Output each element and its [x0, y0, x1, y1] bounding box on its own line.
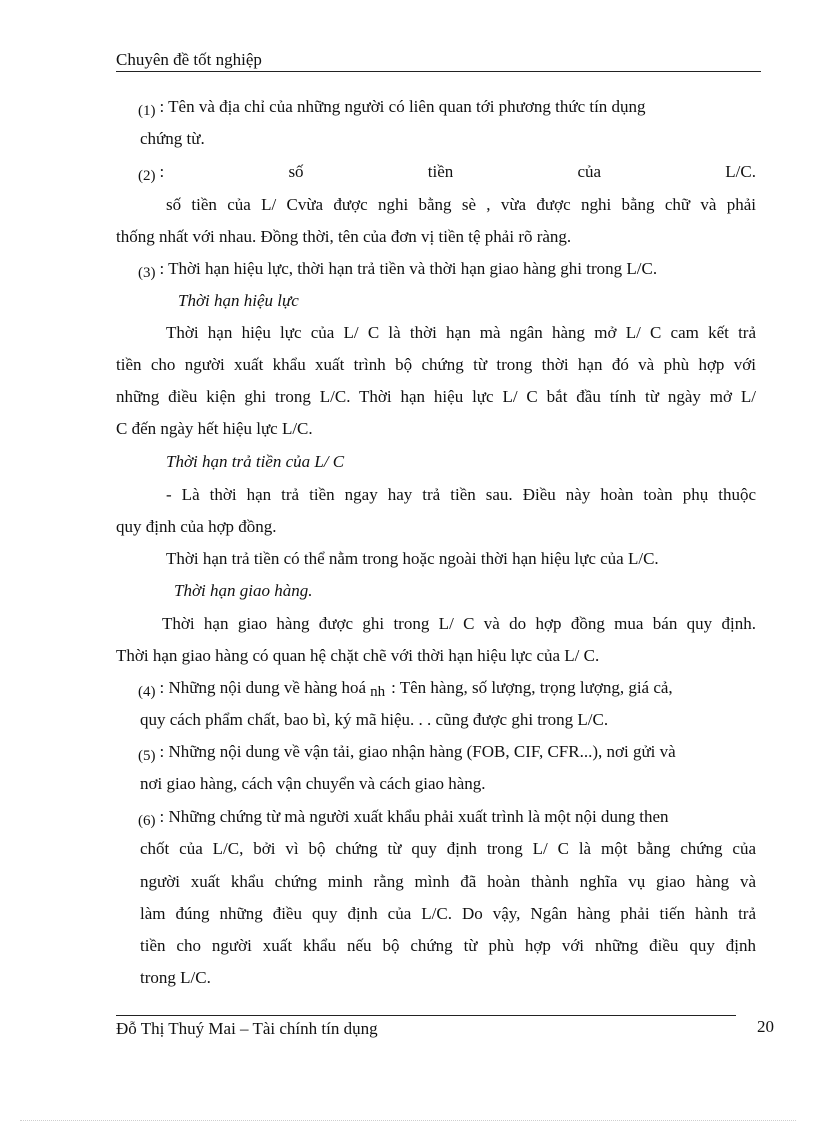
- item-6-line-3: người xuất khẩu chứng minh rằng mình đã hoàn thành nghĩa vụ giao hàng và: [140, 872, 756, 891]
- item-2-word-2: tiền: [427, 162, 454, 181]
- item-2-line-2: số tiền của L/ Cvừa được nghi bằng sè , vừa được nghi bằng chữ và phải: [166, 195, 756, 214]
- item-5-text: : Những nội dung về vận tải, giao nhận hàng (FOB, CIF, CFR...), nơi gửi và: [159, 742, 676, 761]
- item-3-line-1: [138, 259, 657, 280]
- item-2-word-3: của: [577, 162, 602, 181]
- page-bottom-edge: [20, 1120, 796, 1121]
- subheading-validity-period: Thời hạn hiệu lực: [178, 291, 299, 310]
- item-4-text-b: : Tên hàng, số lượng, trọng lượng, giá cả,: [391, 678, 673, 697]
- validity-paragraph-line-4: C đến ngày hết hiệu lực L/C.: [116, 419, 313, 438]
- payment-note-line: Thời hạn trả tiền có thể nằm trong hoặc ngoài thời hạn hiệu lực của L/C.: [166, 549, 659, 568]
- item-2-number: (2): [138, 168, 156, 184]
- header-divider: [116, 71, 761, 72]
- payment-paragraph-line-2: quy định của hợp đồng.: [116, 517, 277, 536]
- subheading-delivery-term: Thời hạn giao hàng.: [174, 581, 313, 600]
- item-4-line-1: [138, 678, 756, 699]
- page-number: 20: [757, 1017, 774, 1036]
- page-header-title: Chuyên đề tốt nghiệp: [116, 50, 262, 69]
- item-2-line-3: thống nhất với nhau. Đồng thời, tên của đơn vị tiền tệ phải rõ ràng.: [116, 227, 572, 246]
- item-2-word-4: L/C.: [725, 162, 756, 181]
- item-4-text-a: : Những nội dung về hàng hoá: [159, 678, 367, 697]
- item-6-line-2: chốt của L/C, bởi vì bộ chứng từ quy định trong L/ C là một bằng chứng của: [140, 839, 756, 858]
- item-6-line-6: trong L/C.: [140, 968, 211, 987]
- validity-paragraph-line-1: Thời hạn hiệu lực của L/ C là thời hạn mà ngân hàng mở L/ C cam kết trả: [166, 323, 756, 342]
- validity-paragraph-line-2: tiền cho người xuất khẩu xuất trình bộ chứng từ trong thời hạn đó và phù hợp với: [116, 355, 756, 374]
- item-6-text: : Những chứng từ mà người xuất khẩu phải xuất trình là một nội dung then: [159, 807, 669, 826]
- item-5-number: (5): [138, 748, 156, 764]
- item-6-line-5: tiền cho người xuất khẩu nếu bộ chứng từ phù hợp với những điều quy định: [140, 936, 756, 955]
- item-1-number: (1): [138, 103, 156, 119]
- delivery-paragraph-line-2: Thời hạn giao hàng có quan hệ chặt chẽ với thời hạn hiệu lực của L/ C.: [116, 646, 600, 665]
- item-6-line-1: [138, 807, 756, 828]
- item-3-text: : Thời hạn hiệu lực, thời hạn trả tiền và thời hạn giao hàng ghi trong L/C.: [159, 259, 658, 278]
- item-6-line-4: làm đúng những điều quy định của L/C. Do vậy, Ngân hàng phải tiến hành trả: [140, 904, 756, 923]
- item-1-line-2: chứng từ.: [140, 129, 205, 148]
- item-4-line-2: quy cách phẩm chất, bao bì, ký mã hiệu. . . cũng được ghi trong L/C.: [140, 710, 609, 729]
- item-1-line-1: [138, 97, 756, 118]
- footer-divider: [116, 1015, 736, 1016]
- item-4-number: (4): [138, 684, 156, 700]
- item-4-subscript: nh: [370, 684, 386, 700]
- item-2-line-1: [138, 162, 756, 182]
- item-3-number: (3): [138, 265, 156, 281]
- item-5-line-2: nơi giao hàng, cách vận chuyển và cách giao hàng.: [140, 774, 486, 793]
- footer-author: Đỗ Thị Thuý Mai – Tài chính tín dụng: [116, 1019, 378, 1038]
- item-5-line-1: [138, 742, 756, 763]
- delivery-paragraph-line-1: Thời hạn giao hàng được ghi trong L/ C và do hợp đồng mua bán quy định.: [162, 614, 756, 633]
- item-2-word-1: số: [288, 162, 304, 181]
- item-6-number: (6): [138, 813, 156, 829]
- subheading-payment-term: Thời hạn trả tiền của L/ C: [166, 452, 345, 471]
- item-1-text: : Tên và địa chỉ của những người có liên quan tới phương thức tín dụng: [159, 97, 646, 116]
- validity-paragraph-line-3: những điều kiện ghi trong L/C. Thời hạn hiệu lực L/ C bắt đầu tính từ ngày mở L/: [116, 387, 756, 406]
- item-2-colon: :: [159, 162, 165, 181]
- payment-paragraph-line-1: - Là thời hạn trả tiền ngay hay trả tiền sau. Điều này hoàn toàn phụ thuộc: [166, 485, 756, 504]
